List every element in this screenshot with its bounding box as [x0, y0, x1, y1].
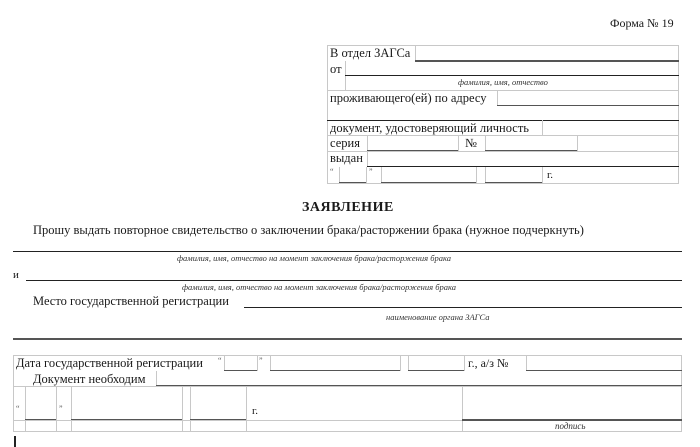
series-label: серия	[330, 136, 360, 150]
series-field[interactable]	[368, 136, 458, 150]
signature-field[interactable]	[463, 390, 681, 418]
registration-place-field-2[interactable]	[13, 324, 682, 338]
sign-month-field[interactable]	[72, 390, 182, 418]
sign-year-label: г.	[252, 405, 259, 417]
sign-day-field[interactable]	[26, 390, 56, 418]
number-field[interactable]	[486, 136, 577, 150]
office-label: В отдел ЗАГСа	[330, 46, 411, 60]
registration-place-field[interactable]	[244, 293, 682, 307]
signature-hint: подпись	[555, 421, 586, 431]
applicant-name-field[interactable]	[346, 62, 678, 75]
and-label: и	[13, 269, 19, 281]
reg-day-field[interactable]	[225, 356, 257, 370]
registration-place-label: Место государственной регистрации	[33, 294, 229, 308]
applicant-name-hint: фамилия, имя, отчество	[458, 77, 548, 87]
issue-date-close-quote: ”	[369, 167, 373, 176]
sign-date-close-quote: ”	[59, 404, 63, 413]
spouse-1-name-hint: фамилия, имя, отчество на момент заключения брака/расторжения брака	[177, 253, 452, 263]
document-needed-label: Документ необходим	[33, 372, 146, 386]
issue-day-field[interactable]	[340, 168, 366, 182]
registration-date-label: Дата государственной регистрации	[16, 356, 203, 370]
issue-year-field[interactable]	[486, 168, 542, 182]
from-label: от	[330, 62, 342, 76]
registry-office-field[interactable]	[416, 46, 678, 60]
address-field-1[interactable]	[498, 91, 678, 105]
id-document-field[interactable]	[543, 121, 678, 135]
request-text: Прошу выдать повторное свидетельство о заключении брака/расторжении брака (нужное подчеркнуть)	[33, 223, 584, 237]
sign-year-field[interactable]	[191, 390, 246, 418]
address-field-2[interactable]	[328, 107, 678, 120]
issue-month-field[interactable]	[382, 168, 476, 182]
reg-date-close-quote: ”	[259, 356, 263, 365]
document-title: ЗАЯВЛЕНИЕ	[302, 200, 394, 215]
spouse-2-name-field[interactable]	[26, 266, 682, 280]
issued-label: выдан	[330, 151, 363, 165]
issued-by-field[interactable]	[368, 152, 678, 166]
year-record-label: г., а/з №	[468, 356, 509, 370]
form-number: Форма № 19	[610, 16, 674, 30]
spouse-2-name-hint: фамилия, имя, отчество на момент заключения брака/расторжения брака	[182, 282, 457, 292]
number-label: №	[465, 136, 477, 150]
reg-date-open-quote: “	[218, 356, 222, 365]
id-document-label: документ, удостоверяющий личность	[330, 121, 530, 135]
document-needed-field[interactable]	[157, 372, 681, 385]
address-label: проживающего(ей) по адресу	[330, 91, 487, 105]
record-number-field[interactable]	[527, 356, 681, 370]
text-cursor	[14, 436, 16, 447]
spouse-1-name-field[interactable]	[13, 237, 682, 251]
reg-month-field[interactable]	[271, 356, 399, 370]
sign-date-open-quote: “	[16, 404, 20, 413]
registry-office-hint: наименование органа ЗАГСа	[386, 312, 490, 322]
issue-date-open-quote: “	[330, 167, 334, 176]
issue-year-label: г.	[547, 169, 554, 181]
reg-year-field[interactable]	[409, 356, 464, 370]
